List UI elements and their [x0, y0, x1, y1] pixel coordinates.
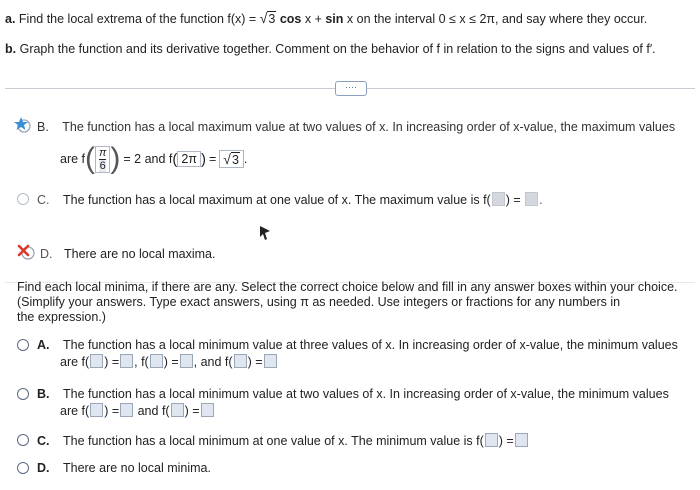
min-option-a-line2: are f( ) = , f( ) = , and f( ) =	[60, 354, 278, 369]
max-option-c[interactable]: C. The function has a local maximum at one value of x. The maximum value is f( ) = .	[37, 193, 543, 207]
answer-box[interactable]	[120, 403, 133, 417]
answer-box[interactable]	[201, 403, 214, 417]
min-option-c[interactable]: C. The function has a local minimum at one value of x. The minimum value is f( ) =	[37, 433, 529, 448]
max-option-c-radio[interactable]	[17, 193, 29, 205]
answer-box[interactable]	[171, 403, 184, 417]
answer-box-pi-over-6[interactable]: $\frac{\pi}{6}$	[95, 146, 110, 173]
answer-box[interactable]	[180, 354, 193, 368]
answer-box[interactable]	[90, 403, 103, 417]
min-option-b-radio[interactable]	[17, 388, 29, 400]
answer-box[interactable]	[150, 354, 163, 368]
min-option-b-line1[interactable]: B. The function has a local minimum value at two values of x. In increasing order of x-value, the minimum values	[37, 387, 669, 401]
answer-box[interactable]	[120, 354, 133, 368]
min-option-c-radio[interactable]	[17, 434, 29, 446]
answer-box[interactable]	[234, 354, 247, 368]
mouse-cursor-icon	[258, 225, 272, 244]
answer-box[interactable]	[485, 433, 498, 447]
minima-prompt-line1: Find each local minima, if there are any. Select the correct choice below and fill in any answer boxes within your choice.	[17, 280, 678, 294]
answer-box[interactable]	[90, 354, 103, 368]
max-option-b-line1[interactable]: B. The function has a local maximum value at two values of x. In increasing order of x-value, the maximum values	[37, 120, 676, 134]
sqrt-3: √3	[259, 10, 276, 26]
expand-button[interactable]: ····	[335, 81, 367, 96]
min-option-b-line2: are f( ) = and f( ) =	[60, 403, 215, 418]
wrong-x-icon	[16, 243, 38, 261]
minima-prompt-line3: the expression.)	[17, 310, 106, 324]
min-option-d-radio[interactable]	[17, 462, 29, 474]
answer-box[interactable]	[264, 354, 277, 368]
min-option-a-line1[interactable]: A. The function has a local minimum value at three values of x. In increasing order of x-value, the minimum values	[37, 338, 678, 352]
min-option-a-radio[interactable]	[17, 339, 29, 351]
answer-box-sqrt3[interactable]: √3	[219, 150, 244, 168]
answer-box-2pi[interactable]: 2π	[177, 151, 201, 167]
max-option-b-line2: are f ( $\frac{\pi}{6}$ ) = 2 and f ( 2π ) = √3 .	[60, 142, 248, 175]
problem-part-a: a. Find the local extrema of the function f(x) = √3 cos x + sin x on the interval 0 ≤ x ≤ 2π, and say where they occur.	[5, 10, 648, 26]
minima-prompt-line2: (Simplify your answers. Type exact answers, using π as needed. Use integers or fractions for any numbers in	[17, 295, 621, 309]
min-option-d[interactable]: D. There are no local minima.	[37, 461, 211, 475]
answer-box[interactable]	[492, 192, 505, 206]
answer-box[interactable]	[515, 433, 528, 447]
correct-star-icon	[13, 116, 35, 134]
max-option-d[interactable]: D. There are no local maxima.	[40, 247, 216, 261]
problem-part-b: b. Graph the function and its derivative together. Comment on the behavior of f in relation to the signs and values of f′.	[5, 42, 656, 56]
answer-box[interactable]	[525, 192, 538, 206]
